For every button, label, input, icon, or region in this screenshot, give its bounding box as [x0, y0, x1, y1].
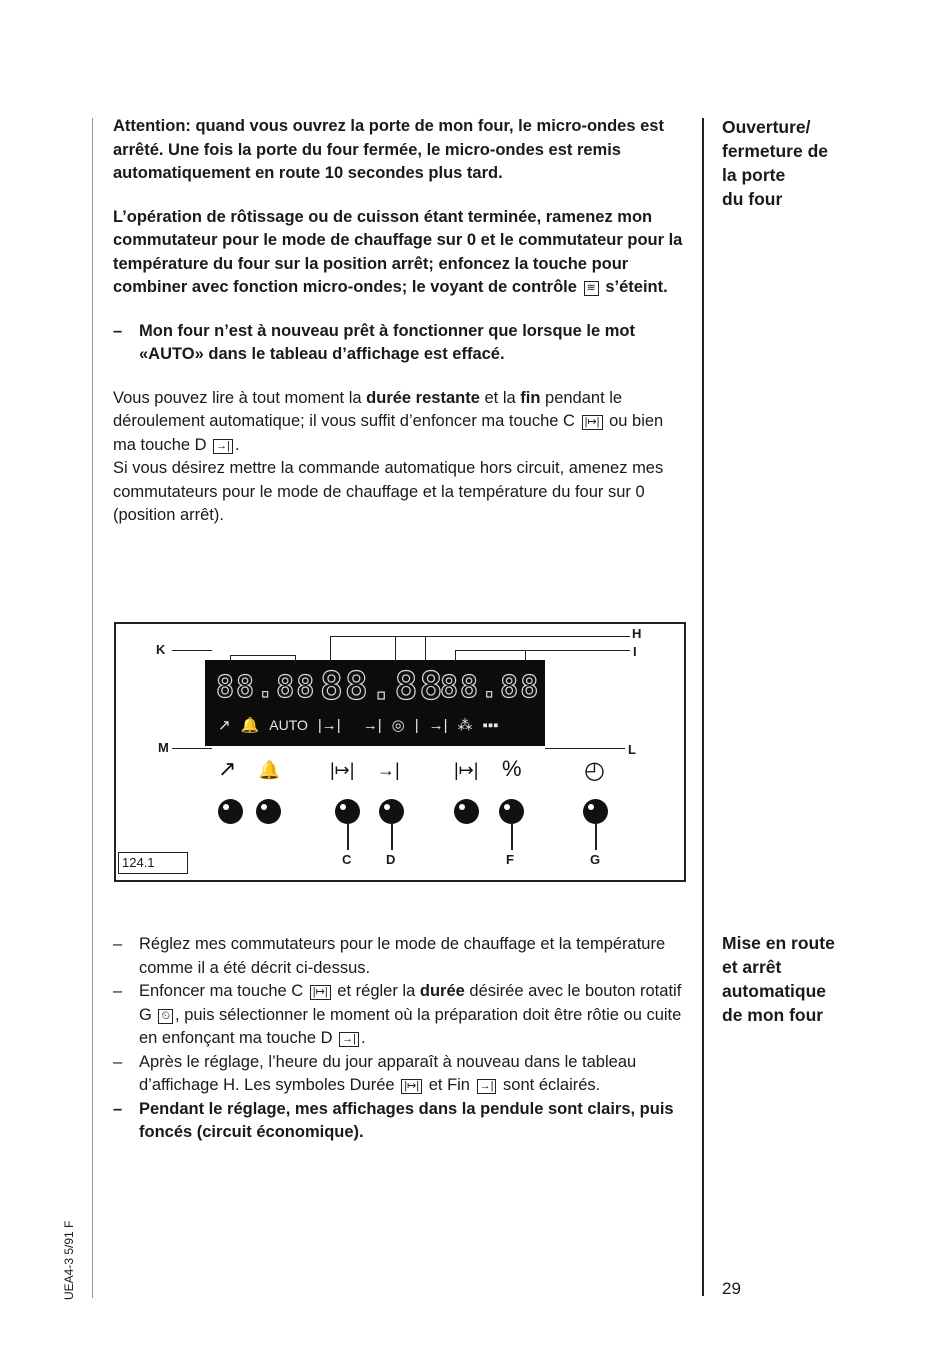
label-k: K — [156, 642, 166, 657]
auto-indicator: AUTO — [269, 717, 308, 733]
display-digits-left: 88.88 — [216, 670, 317, 705]
duration-icon: |→| — [317, 716, 341, 734]
label-m: M — [158, 740, 169, 755]
separator-icon: | — [414, 716, 419, 734]
label-i: I — [633, 644, 637, 659]
end-small-icon: →| — [428, 716, 448, 734]
end-key-icon: →| — [213, 439, 233, 454]
duration-symbol-icon: |↦| — [330, 760, 355, 780]
end-symbol-icon: →| — [377, 760, 400, 780]
knob-c[interactable] — [335, 799, 360, 824]
duration-symbol-icon-2: |↦| — [454, 760, 479, 780]
end-key-icon: →| — [477, 1079, 497, 1094]
fan-icon: ⁂ — [457, 717, 473, 734]
label-g: G — [590, 852, 601, 867]
list-item: – Enfoncer ma touche C |↦| et régler la durée désirée avec le bouton rotatif G ⏲ , puis sélectionner le moment où la préparation doit être rôtie ou cuite en enfonçant ma touche D →| . — [113, 982, 682, 1047]
clock-key-icon: ⏲ — [158, 1009, 173, 1024]
page-number: 29 — [722, 1279, 741, 1298]
duration-key-icon: |↦| — [582, 415, 603, 430]
bell-icon: 🔔 — [240, 717, 260, 734]
roast-icon: ↗ — [218, 717, 231, 734]
level-bars-icon: ▪▪▪ — [482, 716, 499, 734]
percent-icon: % — [502, 756, 522, 781]
microwave-icon: ≋ — [584, 281, 599, 296]
instructions-list — [113, 933, 688, 1145]
end-icon: →| — [362, 716, 382, 734]
knob-d[interactable] — [379, 799, 404, 824]
figure-number: 124.1 — [118, 852, 188, 874]
sidebar-heading-auto: Mise en route et arrêt automatique de mon four — [722, 933, 835, 1025]
label-h: H — [632, 626, 642, 641]
clock-icon: ◴ — [584, 757, 605, 784]
alarm-bell-icon: 🔔 — [258, 760, 281, 780]
knob-3[interactable] — [454, 799, 479, 824]
duration-key-icon: |↦| — [310, 985, 331, 1000]
main-column — [113, 115, 688, 528]
knob-f[interactable] — [499, 799, 524, 824]
label-c: C — [342, 852, 352, 867]
left-margin-rule — [92, 118, 93, 1298]
list-item: – Après le réglage, l’heure du jour apparaît à nouveau dans le tableau d’affichage H. Les symboles Durée |↦| et Fin →| sont éclairés. — [113, 1052, 637, 1094]
target-icon: ◎ — [391, 717, 405, 734]
document-code: UEA4-3 5/91 F — [62, 1220, 76, 1300]
display-digits-right: 88.88 — [440, 670, 541, 705]
list-item: – Réglez mes commutateurs pour le mode de chauffage et la température comme il a été décrit ci-dessus. — [113, 935, 666, 977]
knob-1[interactable] — [218, 799, 243, 824]
sidebar-heading-door: Ouverture/ fermeture de la porte du four — [722, 117, 829, 209]
list-item: – Pendant le réglage, mes affichages dans la pendule sont clairs, puis foncés (circuit économique). — [113, 1099, 674, 1141]
ready-note: – Mon four n’est à nouveau prêt à fonctionner que lorsque le mot «AUTO» dans le tableau d’affichage est effacé. — [113, 321, 635, 363]
auto-off-paragraph: Si vous désirez mettre la commande automatique hors circuit, amenez mes commutateurs pour le mode de chauffage et la température du four sur 0 (position arrêt). — [113, 459, 664, 524]
label-d: D — [386, 852, 396, 867]
display-icon-row — [218, 716, 538, 734]
display-digits-mid: 88.88 — [320, 664, 445, 708]
duration-key-icon: |↦| — [401, 1079, 422, 1094]
knob-2[interactable] — [256, 799, 281, 824]
door-warning-paragraph: Attention: quand vous ouvrez la porte de mon four, le micro-ondes est arrêté. Une fois la porte du four fermée, le micro-ondes est remis automatiquement en route 10 secondes plus tard. — [113, 117, 664, 182]
knob-g[interactable] — [583, 799, 608, 824]
remaining-time-paragraph: Vous pouvez lire à tout moment la durée restante et la fin pendant le déroulement automatique; il vous suffit d’enfoncer ma touche C |↦| ou bien ma touche D →| . — [113, 388, 664, 454]
end-key-icon: →| — [339, 1032, 359, 1047]
label-l: L — [628, 742, 636, 757]
end-of-cooking-paragraph: L’opération de rôtissage ou de cuisson étant terminée, ramenez mon commutateur pour le mode de chauffage sur 0 et le commutateur pour la température du four sur la position arrêt; enfoncez la touche pour combiner avec fonction micro-ondes; le voyant de contrôle ≋ s’éteint. — [113, 207, 683, 296]
roast-symbol-icon: ↗ — [218, 756, 237, 781]
column-divider — [702, 118, 704, 1296]
label-f: F — [506, 852, 514, 867]
